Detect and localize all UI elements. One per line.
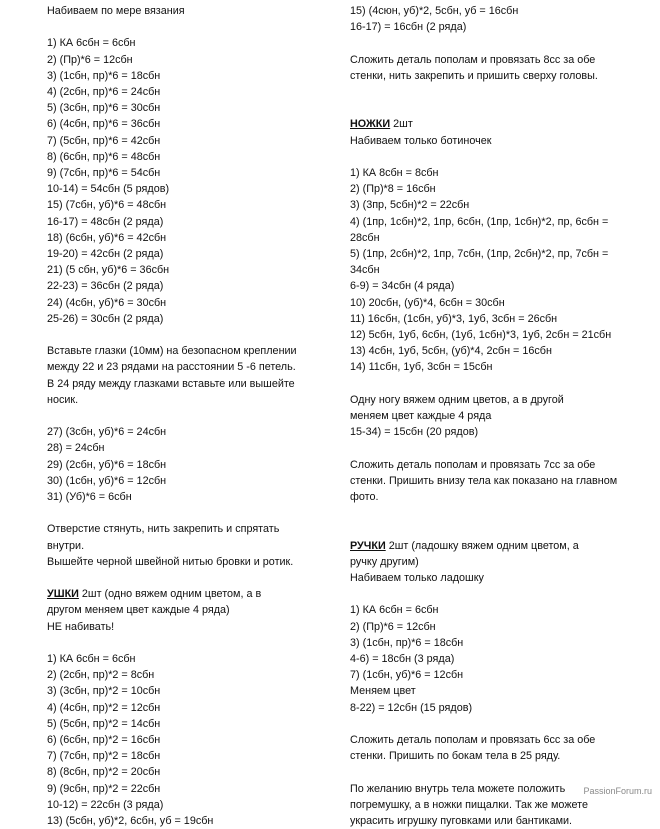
ears-note: НЕ набивать! [47, 620, 115, 633]
arms-row: 4-6) = 18сбн (3 ряда) [350, 652, 455, 665]
ears-row: 5) (5сбн, пр)*2 = 14сбн [47, 717, 161, 730]
ears-row: 15) (4сюн, уб)*2, 5сбн, уб = 16сбн [350, 5, 519, 17]
legs-heading [350, 116, 620, 132]
legs-row: 11) 16сбн, (1сбн, уб)*3, 1уб, 3сбн = 26сбн [350, 312, 558, 325]
head-intro: Набиваем по мере вязания [47, 5, 185, 17]
head-row: 1) КА 6сбн = 6сбн [47, 37, 136, 50]
arms-finish: Сложить деталь пополам и провязать 6сс за обе стенки. Пришить по бокам тела в 25 ряду. [350, 733, 596, 763]
ears-row: 8) (8сбн, пр)*2 = 20сбн [47, 766, 161, 779]
head-row: 28) = 24сбн [47, 442, 105, 455]
legs-row: 12) 5сбн, 1уб, 6сбн, (1уб, 1сбн)*3, 1уб, 2сбн = 21сбн [350, 329, 612, 341]
head-row: 5) (3сбн, пр)*6 = 30сбн [47, 102, 161, 115]
eyes-note-line: между 22 и 23 рядами на расстоянии 5 -6 петель. [47, 361, 296, 374]
ears-heading [47, 586, 312, 602]
legs-color-note: Одну ногу вяжем одним цветов, а в другой [350, 393, 564, 406]
head-row: 6) (4сбн, пр)*6 = 36сбн [47, 118, 161, 131]
head-row: 22-23) = 36сбн (2 ряда) [47, 280, 164, 293]
legs-color-note: 15-34) = 15сбн (20 рядов) [350, 426, 479, 439]
head-rows2-list [47, 424, 312, 505]
finish-note-line: внутри. [47, 539, 85, 552]
eyes-note-line: носик. [47, 393, 79, 406]
ears-row: 1) КА 6сбн = 6сбн [47, 653, 136, 666]
eyes-note [47, 343, 312, 408]
ears-row: 6) (6сбн, пр)*2 = 16сбн [47, 734, 161, 747]
arms-row: 2) (Пр)*6 = 12сбн [350, 620, 436, 633]
legs-section [350, 116, 620, 505]
ears-finish: Сложить деталь пополам и провязать 8сс за обе стенки, нить закрепить и пришить сверху головы. [350, 53, 598, 82]
legs-note: Набиваем только ботиночек [350, 134, 492, 147]
spacer [350, 35, 620, 51]
head-row: 3) (1сбн, пр)*6 = 18сбн [47, 69, 161, 82]
legs-row: 2) (Пр)*8 = 16сбн [350, 183, 436, 196]
ears-row: 9) (9сбн, пр)*2 = 22сбн [47, 782, 161, 795]
head-row: 27) (3сбн, уб)*6 = 24сбн [47, 426, 167, 439]
head-row: 8) (6сбн, пр)*6 = 48сбн [47, 150, 161, 163]
legs-title: НОЖКИ [350, 118, 391, 131]
head-row: 21) (5 сбн, уб)*6 = 36сбн [47, 264, 170, 277]
eyes-note-line: В 24 ряду между глазками вставьте или вышейте [47, 377, 295, 390]
eyes-note-line: Вставьте глазки (10мм) на безопасном креплении [47, 345, 297, 358]
finish-note-line: Отверстие стянуть, нить закрепить и спрятать [47, 523, 280, 536]
head-row: 15) (7сбн, уб)*6 = 48сбн [47, 199, 167, 212]
spacer [350, 84, 620, 100]
legs-row: 4) (1пр, 1сбн)*2, 1пр, 6сбн, (1пр, 1сбн)*2, пр, 6сбн = 28сбн [350, 215, 609, 244]
head-row: 25-26) = 30сбн (2 ряда) [47, 312, 164, 325]
spacer [350, 716, 620, 732]
arms-row: Меняем цвет [350, 685, 416, 698]
ears-title: УШКИ [47, 588, 79, 601]
spacer [47, 635, 312, 651]
finish-note-line: Вышейте черной швейной нитью бровки и ротик. [47, 555, 294, 568]
watermark: PassionForum.ru [583, 786, 652, 796]
spacer [350, 440, 620, 456]
head-row: 4) (2сбн, пр)*6 = 24сбн [47, 86, 161, 98]
head-row: 31) (Уб)*6 = 6сбн [47, 491, 132, 504]
arms-extra: По желанию внутрь тела можете положить погремушку, а в ножки пищалки. Так же можете украсить игрушку пуговками или бантиками. [350, 782, 589, 827]
legs-row: 13) 4сбн, 1уб, 5сбн, (уб)*4, 2сбн = 16сбн [350, 345, 552, 358]
spacer [47, 19, 312, 35]
arms-title-rest: 2шт (ладошку вяжем одним цветом, а [385, 539, 579, 552]
spacer [47, 408, 312, 424]
spacer [47, 505, 312, 521]
head-row: 29) (2сбн, уб)*6 = 18сбн [47, 458, 167, 471]
head-row: 7) (5сбн, пр)*6 = 42сбн [47, 134, 161, 147]
legs-row: 1) КА 8сбн = 8сбн [350, 166, 439, 179]
legs-row: 5) (1пр, 2сбн)*2, 1пр, 7сбн, (1пр, 2сбн)*2, пр, 7сбн = 34сбн [350, 247, 609, 277]
left-column [47, 3, 312, 829]
legs-color-note: меняем цвет каждые 4 ряда [350, 410, 492, 422]
arms-note: Набиваем только ладошку [350, 571, 484, 584]
head-row: 16-17) = 48сбн (2 ряда) [47, 215, 164, 228]
legs-row: 6-9) = 34сбн (4 ряда) [350, 280, 455, 293]
arms-section [350, 538, 620, 829]
spacer [350, 764, 620, 780]
arms-row: 1) КА 6сбн = 6сбн [350, 604, 439, 617]
spacer [350, 505, 620, 521]
right-column [350, 3, 620, 829]
legs-row: 10) 20сбн, (уб)*4, 6сбн = 30сбн [350, 296, 505, 309]
head-row: 2) (Пр)*6 = 12сбн [47, 53, 133, 66]
spacer [47, 327, 312, 343]
ears-row: 16-17) = 16сбн (2 ряда) [350, 21, 467, 34]
head-row: 19-20) = 42сбн (2 ряда) [47, 248, 164, 261]
spacer [350, 521, 620, 537]
arms-row: 3) (1сбн, пр)*6 = 18сбн [350, 636, 464, 649]
spacer [350, 100, 620, 116]
spacer [350, 586, 620, 602]
arms-row: 7) (1сбн, уб)*6 = 12сбн [350, 669, 464, 682]
ears-heading-line2: другом меняем цвет каждые 4 ряда) [47, 604, 230, 617]
arms-heading [350, 538, 620, 554]
head-row: 24) (4сбн, уб)*6 = 30сбн [47, 296, 167, 309]
finish-note [47, 521, 312, 570]
arms-heading-line2: ручку другим) [350, 555, 419, 568]
legs-title-rest: 2шт [390, 118, 413, 131]
ears-row: 7) (7сбн, пр)*2 = 18сбн [47, 750, 161, 763]
head-row: 9) (7сбн, пр)*6 = 54сбн [47, 167, 161, 180]
head-row: 30) (1сбн, уб)*6 = 12сбн [47, 474, 167, 487]
head-row: 18) (6сбн, уб)*6 = 42сбн [47, 231, 167, 244]
spacer [47, 570, 312, 586]
spacer [350, 149, 620, 165]
arms-row: 8-22) = 12сбн (15 рядов) [350, 701, 473, 714]
ears-row: 3) (3сбн, пр)*2 = 10сбн [47, 685, 161, 698]
ears-row: 2) (2сбн, пр)*2 = 8сбн [47, 669, 155, 682]
head-row: 10-14) = 54сбн (5 рядов) [47, 183, 170, 196]
ears-row: 10-12) = 22сбн (3 ряда) [47, 798, 164, 811]
ears-section [47, 586, 312, 829]
legs-row: 14) 11сбн, 1уб, 3сбн = 15сбн [350, 361, 493, 374]
ears-row: 13) (5сбн, уб)*2, 6сбн, уб = 19сбн [47, 815, 214, 828]
spacer [350, 376, 620, 392]
legs-row: 3) (3пр, 5сбн)*2 = 22сбн [350, 199, 470, 212]
head-rows-list [47, 35, 312, 327]
legs-finish: Сложить деталь пополам и провязать 7сс за обе стенки. Пришить внизу тела как показано на главном фото. [350, 458, 618, 503]
ears-row: 4) (4сбн, пр)*2 = 12сбн [47, 701, 161, 714]
ears-title-rest: 2шт (одно вяжем одним цветом, а в [78, 588, 262, 601]
arms-title: РУЧКИ [350, 539, 386, 552]
